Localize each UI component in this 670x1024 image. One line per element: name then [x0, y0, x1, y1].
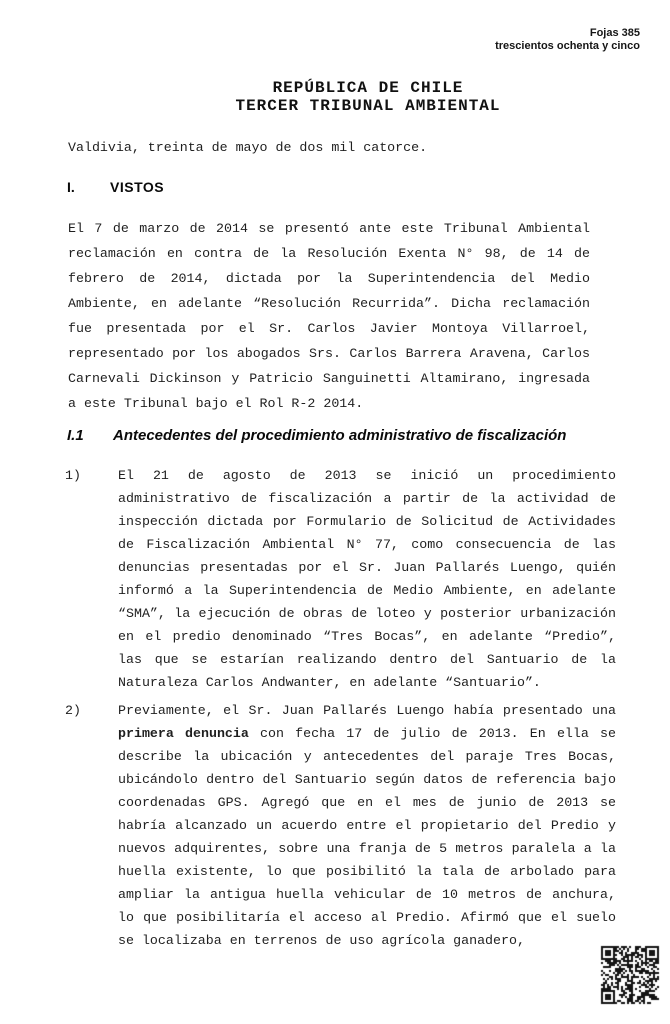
folio-number: Fojas 385: [589, 27, 640, 39]
numbered-paragraph-1: [65, 464, 616, 694]
header-court-name: TERCER TRIBUNAL AMBIENTAL: [235, 97, 501, 115]
folio-number-words: trescientos ochenta y cinco: [495, 40, 640, 52]
paragraph-bold-segment: primera denuncia: [118, 726, 249, 741]
folio-stamp: [495, 27, 640, 53]
section-title-vistos: VISTOS: [110, 179, 165, 195]
paragraph-text: [118, 699, 616, 952]
paragraph-text: [118, 464, 616, 694]
document-header: [68, 79, 668, 115]
qr-code: [600, 945, 660, 1005]
intro-paragraph: El 7 de marzo de 2014 se presentó ante este Tribunal Ambiental reclamación en contra de la Resolución Exenta N° 98, de 14 de febrero de 2014, dictada por la Superintendencia del Medio Ambiente, en adelante “Resolución Recurrida”. Dicha reclamación fue presentada por el Sr. Carlos Javier Montoya Villarroel, representado por los abogados Srs. Carlos Barrera Aravena, Carlos Carnevali Dickinson y Patricio Sanguinetti Altamirano, ingresada a este Tribunal bajo el Rol R-2 2014.: [68, 221, 590, 411]
paragraph-text-segment: con fecha 17 de julio de 2013. En ella se describe la ubicación y antecedentes del paraje Tres Bocas, ubicándolo dentro del Santuario según datos de referencia bajo coordenadas GPS. Agregó que en el mes de junio de 2013 se habría alcanzado un acuerdo entre el propietario del Predio y nuevos adquirentes, sobre una franja de 5 metros paralela a la huella existente, lo que posibilitó la tala de arbolado para ampliar la antigua huella vehicular de 10 metros de anchura, lo que posibilitaría el acceso al Predio. Afirmó que el suelo se localizaba en terrenos de uso agrícola ganadero,: [118, 726, 616, 948]
paragraph-text-segment: El 21 de agosto de 2013 se inició un procedimiento administrativo de fiscalización a partir de la actividad de inspección dictada por Formulario de Solicitud de Actividades de Fiscalización Ambiental N° 77, como consecuencia de las denuncias presentadas por el Sr. Juan Pallarés Luengo, quién informó a la Superintendencia de Medio Ambiente, en adelante “SMA”, la ejecución de obras de loteo y posterior urbanización en el predio denominado “Tres Bocas”, en adelante “Predio”, las que se estarían realizando dentro del Santuario de la Naturaleza Carlos Andwanter, en adelante “Santuario”.: [118, 468, 616, 690]
section-number: I.: [67, 179, 75, 195]
paragraph-number: 1): [65, 468, 81, 483]
numbered-paragraph-2: [65, 699, 616, 952]
subsection-title: Antecedentes del procedimiento administrativo de fiscalización: [113, 427, 567, 444]
paragraph-text-segment: Previamente, el Sr. Juan Pallarés Luengo había presentado una: [118, 703, 616, 718]
header-country: REPÚBLICA DE CHILE: [272, 79, 464, 97]
paragraph-number: 2): [65, 703, 81, 718]
dateline: Valdivia, treinta de mayo de dos mil catorce.: [68, 140, 428, 155]
subsection-number: I.1: [67, 427, 84, 444]
